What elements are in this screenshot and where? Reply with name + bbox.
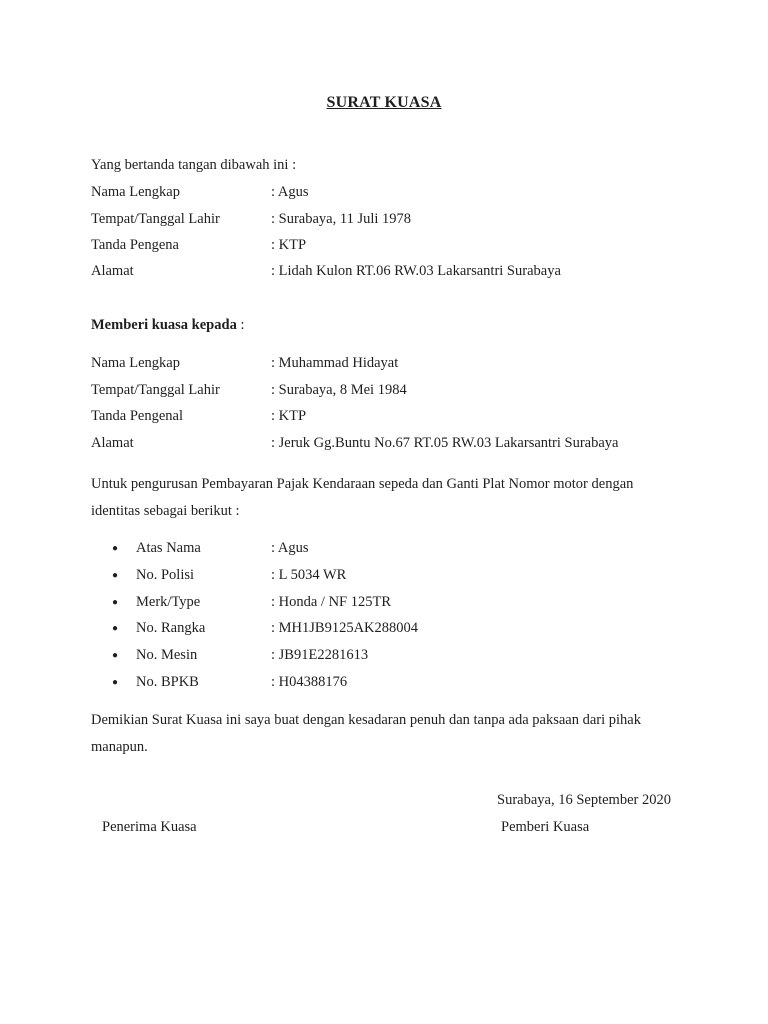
penerima-name-label: Nama Lengkap [91, 355, 180, 371]
penerima-id-label: Tanda Pengenal [91, 408, 183, 424]
pemberi-id-value: : KTP [271, 237, 307, 253]
intro-text: Yang bertanda tangan dibawah ini : [91, 157, 297, 173]
bullet-icon: ● [112, 543, 119, 554]
memberi-kuasa-heading [91, 315, 244, 335]
vehicle-bpkb-label: No. BPKB [136, 674, 199, 690]
bullet-icon: ● [112, 570, 119, 581]
pemberi-birth-label: Tempat/Tanggal Lahir [91, 211, 220, 227]
penerima-birth-label: Tempat/Tanggal Lahir [91, 382, 220, 398]
bullet-icon: ● [112, 677, 119, 688]
place-date: Surabaya, 16 September 2020 [497, 792, 671, 808]
vehicle-plate-label: No. Polisi [136, 567, 195, 583]
pemberi-name-value: : Agus [271, 184, 309, 200]
vehicle-type-label: Merk/Type [136, 594, 201, 610]
vehicle-frame-value: : MH1JB9125AK288004 [271, 620, 419, 636]
document-title: SURAT KUASA [326, 94, 442, 111]
vehicle-owner-label: Atas Nama [136, 540, 201, 556]
penerima-name-value: : Muhammad Hidayat [271, 355, 399, 371]
penerima-birth-value: : Surabaya, 8 Mei 1984 [271, 382, 407, 398]
bullet-icon: ● [112, 623, 119, 634]
penerima-kuasa-label: Penerima Kuasa [102, 819, 197, 835]
penerima-address-label: Alamat [91, 435, 134, 451]
pemberi-id-label: Tanda Pengena [91, 237, 179, 253]
purpose-paragraph: Untuk pengurusan Pembayaran Pajak Kendaraan sepeda dan Ganti Plat Nomor motor dengan identitas sebagai berikut : [91, 476, 634, 519]
penerima-id-value: : KTP [271, 408, 307, 424]
pemberi-address-value: : Lidah Kulon RT.06 RW.03 Lakarsantri Surabaya [271, 263, 561, 279]
pemberi-name-label: Nama Lengkap [91, 184, 180, 200]
pemberi-kuasa-label: Pemberi Kuasa [501, 819, 590, 835]
vehicle-frame-label: No. Rangka [136, 620, 206, 636]
vehicle-owner-value: : Agus [271, 540, 309, 556]
pemberi-birth-value: : Surabaya, 11 Juli 1978 [271, 211, 412, 227]
closing-paragraph: Demikian Surat Kuasa ini saya buat dengan kesadaran penuh dan tanpa ada paksaan dari pihak manapun. [91, 712, 641, 755]
bullet-icon: ● [112, 597, 119, 608]
memberi-kuasa-heading-text: Memberi kuasa kepada [91, 317, 237, 333]
memberi-kuasa-colon: : [236, 317, 245, 333]
penerima-address-value: : Jeruk Gg.Buntu No.67 RT.05 RW.03 Lakarsantri Surabaya [271, 435, 619, 451]
vehicle-plate-value: : L 5034 WR [271, 567, 347, 583]
pemberi-address-label: Alamat [91, 263, 134, 279]
vehicle-type-value: : Honda / NF 125TR [271, 594, 392, 610]
vehicle-engine-value: : JB91E2281613 [271, 647, 369, 663]
bullet-icon: ● [112, 650, 119, 661]
vehicle-engine-label: No. Mesin [136, 647, 198, 663]
vehicle-bpkb-value: : H04388176 [271, 674, 348, 690]
